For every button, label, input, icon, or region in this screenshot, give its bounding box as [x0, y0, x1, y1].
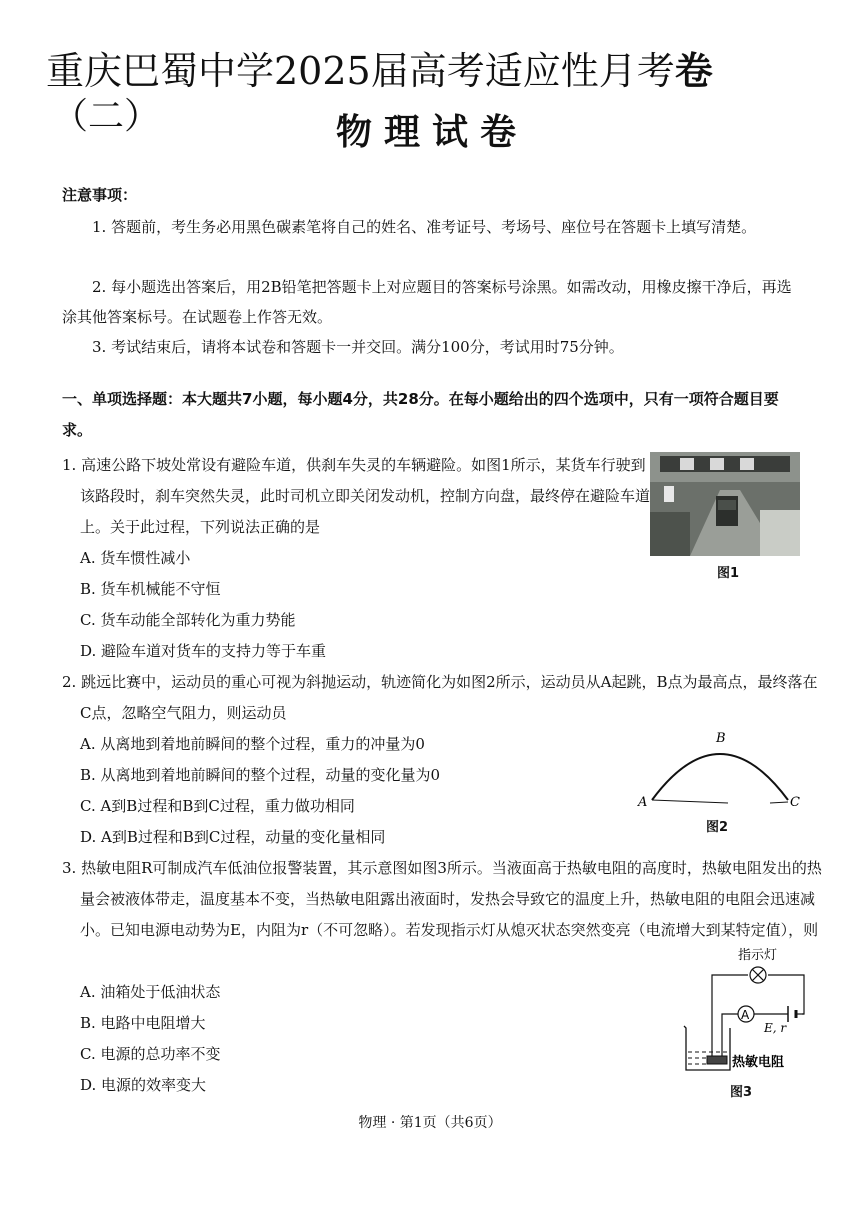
question-1-stem: 1. 高速公路下坡处常设有避险车道，供刹车失灵的车辆避险。如图1所示，某货车行驶到该路段时，刹车突然失灵，此时司机立即关闭发动机，控制方向盘，最终停在避险车道上。关于此过程，下列说法正确的是 — [62, 456, 651, 536]
question-1-option-c: C. 货车动能全部转化为重力势能 — [80, 611, 296, 629]
question-3-option-c: C. 电源的总功率不变 — [80, 1045, 221, 1063]
notice-heading: 注意事项： — [62, 186, 138, 204]
figure-3-caption: 图3 — [730, 1085, 753, 1100]
page-footer: 物理 · 第1页（共6页） — [358, 1115, 502, 1131]
subject-title: 物理试卷 — [336, 111, 529, 153]
ammeter-icon — [738, 1006, 754, 1022]
question-1-option-d: D. 避险车道对货车的支持力等于车重 — [80, 642, 327, 660]
figure-2-caption: 图2 — [706, 820, 729, 835]
question-2-option-b: B. 从离地到着地前瞬间的整个过程，动量的变化量为0 — [80, 766, 441, 784]
figure-1-photo — [650, 452, 800, 556]
exam-title-bold: 卷 — [674, 48, 713, 93]
truck-escape-lane-photo — [650, 452, 800, 556]
exam-title — [46, 40, 713, 95]
question-2-option-d: D. A到B过程和B到C过程，动量的变化量相同 — [80, 828, 386, 846]
notice-item-2: 2. 每小题选出答案后，用2B铅笔把答题卡上对应题目的答案标号涂黑。如需改动，用橡皮擦干净后，再选涂其他答案标号。在试题卷上作答无效。 — [62, 278, 792, 326]
question-1-option-a: A. 货车惯性减小 — [80, 549, 191, 567]
battery-icon — [788, 1006, 796, 1022]
question-3-stem: 3. 热敏电阻R可制成汽车低油位报警装置，其示意图如图3所示。当液面高于热敏电阻的高度时，热敏电阻发出的热量会被液体带走，温度基本不变，当热敏电阻露出液面时，发热会导致它的温度上升，热敏电阻的电阻会迅速减小。已知电源电动势为E，内阻为r（不可忽略）。若发现指示灯从熄灭状态突然变亮（电流增大到某特定值），则 — [62, 859, 822, 939]
thermistor-label: 热敏电阻 — [732, 1055, 785, 1070]
figure-1-caption: 图1 — [717, 566, 740, 581]
question-3-option-d: D. 电源的效率变大 — [80, 1076, 207, 1094]
question-2-stem: 2. 跳远比赛中，运动员的重心可视为斜抛运动，轨迹简化为如图2所示，运动员从A起跳，B点为最高点，最终落在C点，忽略空气阻力，则运动员 — [62, 673, 818, 722]
ground-line — [652, 800, 728, 803]
source-label: E, r — [764, 1021, 787, 1035]
exam-title-main: 重庆巴蜀中学2025届高考适应性月考 — [46, 49, 675, 93]
question-2-option-a: A. 从离地到着地前瞬间的整个过程，重力的冲量为0 — [80, 735, 425, 753]
lamp-label: 指示灯 — [738, 948, 778, 963]
ammeter-label: A — [741, 1008, 750, 1022]
notice-item-1: 1. 答题前，考生务必用黑色碳素笔将自己的姓名、准考证号、考场号、座位号在答题卡上填写清楚。 — [92, 218, 757, 236]
ground-line-right — [770, 802, 788, 803]
figure-3-circuit — [676, 944, 816, 1076]
point-a-label: A — [638, 795, 648, 810]
question-3-option-a: A. 油箱处于低油状态 — [80, 983, 221, 1001]
figure-2-trajectory — [630, 726, 810, 816]
exam-title-sub: （二） — [52, 96, 161, 137]
trajectory-curve — [652, 754, 788, 800]
notice-item-3: 3. 考试结束后，请将本试卷和答题卡一并交回。满分100分，考试用时75分钟。 — [92, 338, 624, 356]
question-1-option-b: B. 货车机械能不守恒 — [80, 580, 221, 598]
question-2-option-c: C. A到B过程和B到C过程，重力做功相同 — [80, 797, 355, 815]
question-3-option-b: B. 电路中电阻增大 — [80, 1014, 206, 1032]
thermistor-icon — [707, 1056, 727, 1064]
section-heading: 一、单项选择题：本大题共7小题，每小题4分，共28分。在每小题给出的四个选项中，只有一项符合题目要求。 — [62, 390, 779, 439]
point-c-label: C — [790, 795, 800, 810]
point-b-label: B — [716, 731, 726, 746]
indicator-lamp-icon — [750, 967, 766, 983]
